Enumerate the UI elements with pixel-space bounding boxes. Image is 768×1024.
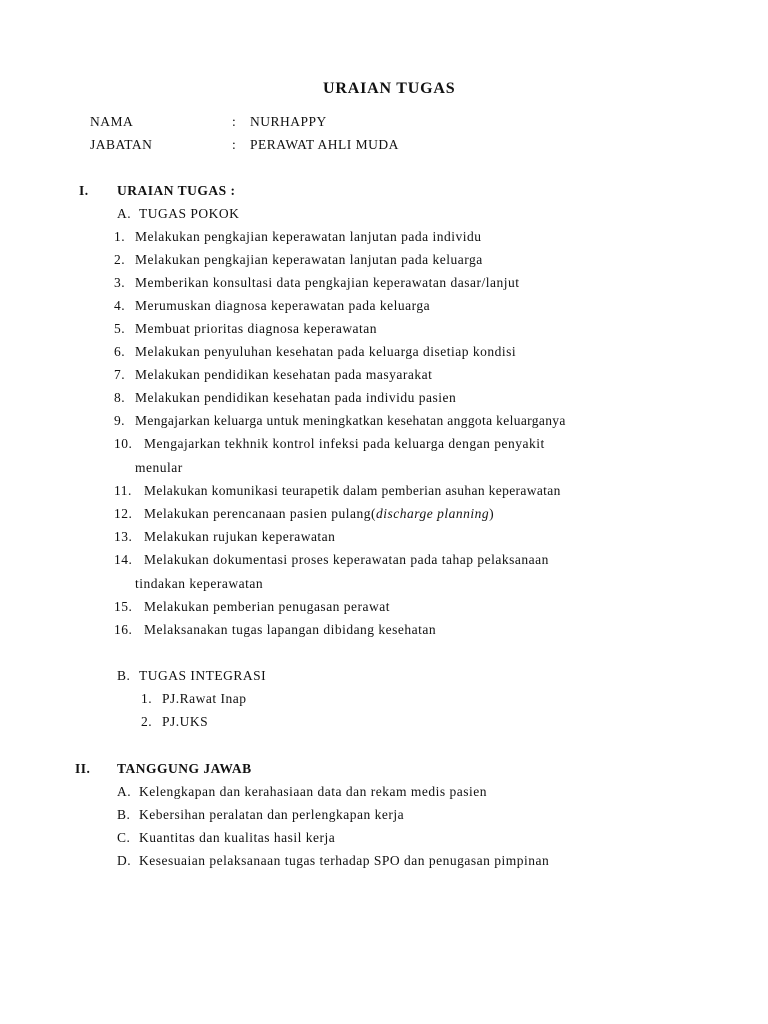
list-item-number: 2. (141, 714, 153, 729)
section-1-numeral: I. (79, 183, 89, 198)
list-item-number: 10. (114, 436, 133, 451)
list-item-continuation: menular (135, 460, 183, 475)
section-2-numeral: II. (75, 761, 91, 776)
list-item-text: PJ.UKS (162, 714, 209, 729)
subsection-b-letter: B. (117, 668, 131, 683)
list-item-continuation: tindakan keperawatan (135, 576, 264, 591)
nama-separator: : (232, 114, 237, 129)
list-item-text-close: ) (489, 506, 495, 521)
list-item-text: Melakukan penyuluhan kesehatan pada keluarga disetiap kondisi (135, 344, 517, 359)
list-item-text: Melakukan pengkajian keperawatan lanjutan pada keluarga (135, 252, 483, 267)
nama-label: NAMA (90, 114, 134, 129)
list-item-text: Melakukan pendidikan kesehatan pada individu pasien (135, 390, 457, 405)
list-item-number: 1. (141, 691, 153, 706)
list-item-letter: B. (117, 807, 131, 822)
list-item-number: 16. (114, 622, 133, 637)
list-item-text: Merumuskan diagnosa keperawatan pada keluarga (135, 298, 431, 313)
list-item-letter: D. (117, 853, 132, 868)
list-item-text: Melaksanakan tugas lapangan dibidang kesehatan (144, 622, 437, 637)
list-item-text: Memberikan konsultasi data pengkajian keperawatan dasar/lanjut (135, 275, 520, 290)
document-title: URAIAN TUGAS (323, 80, 456, 97)
list-item-text: Melakukan pendidikan kesehatan pada masyarakat (135, 367, 433, 382)
list-item-text: Melakukan pengkajian keperawatan lanjutan pada individu (135, 229, 482, 244)
list-item-text: Mengajarkan keluarga untuk meningkatkan kesehatan anggota keluarganya (135, 413, 566, 428)
list-item-number: 9. (114, 413, 125, 428)
list-item-number: 14. (114, 552, 133, 567)
list-item-text: Melakukan komunikasi teurapetik dalam pemberian asuhan keperawatan (144, 483, 561, 498)
list-item-text: Melakukan dokumentasi proses keperawatan pada tahap pelaksanaan (144, 552, 549, 567)
list-item-number: 6. (114, 344, 126, 359)
list-item-letter: C. (117, 830, 131, 845)
list-item-text: Mengajarkan tekhnik kontrol infeksi pada keluarga dengan penyakit (144, 436, 545, 451)
jabatan-separator: : (232, 137, 237, 152)
nama-value: NURHAPPY (250, 114, 327, 129)
subsection-b-title: TUGAS INTEGRASI (139, 668, 267, 683)
list-item-text: Melakukan rujukan keperawatan (144, 529, 336, 544)
list-item-text-main: Melakukan perencanaan pasien pulang( (144, 506, 377, 521)
section-2-heading: TANGGUNG JAWAB (117, 761, 252, 776)
list-item-number: 12. (114, 506, 133, 521)
list-item-text: Kebersihan peralatan dan perlengkapan kerja (139, 807, 405, 822)
list-item-text: Kuantitas dan kualitas hasil kerja (139, 830, 336, 845)
list-item-number: 3. (114, 275, 126, 290)
list-item-number: 15. (114, 599, 133, 614)
list-item-letter: A. (117, 784, 132, 799)
list-item-number: 8. (114, 390, 126, 405)
list-item-number: 2. (114, 252, 126, 267)
list-item-number: 1. (114, 229, 126, 244)
list-item-text-italic: discharge planning (376, 506, 490, 521)
list-item-number: 5. (114, 321, 126, 336)
list-item-number: 7. (114, 367, 126, 382)
list-item-number: 13. (114, 529, 133, 544)
section-1-heading: URAIAN TUGAS : (117, 183, 236, 198)
list-item-text: Kelengkapan dan kerahasiaan data dan rekam medis pasien (139, 784, 487, 799)
list-item-text (144, 507, 494, 521)
jabatan-value: PERAWAT AHLI MUDA (250, 137, 399, 152)
subsection-a-title: TUGAS POKOK (139, 206, 240, 221)
list-item-text: Kesesuaian pelaksanaan tugas terhadap SPO dan penugasan pimpinan (139, 853, 550, 868)
list-item-text: Membuat prioritas diagnosa keperawatan (135, 321, 378, 336)
list-item-number: 11. (114, 483, 132, 498)
list-item-text: PJ.Rawat Inap (162, 691, 247, 706)
subsection-a-letter: A. (117, 206, 132, 221)
jabatan-label: JABATAN (90, 137, 153, 152)
list-item-number: 4. (114, 298, 126, 313)
list-item-text: Melakukan pemberian penugasan perawat (144, 599, 391, 614)
